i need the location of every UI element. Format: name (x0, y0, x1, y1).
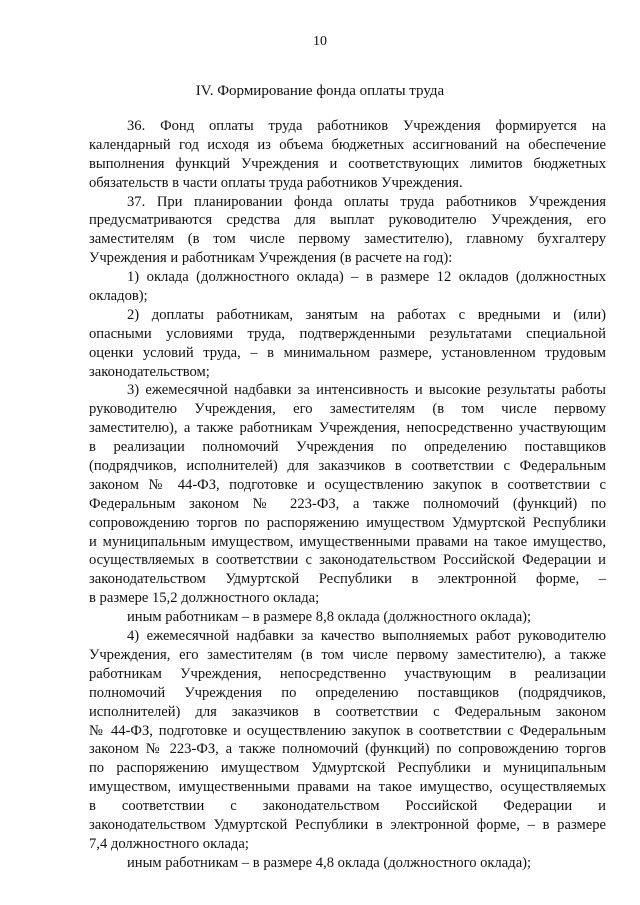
paragraph-line: законодательством Удмуртской Республики в электронной форме, – (89, 571, 606, 588)
paragraph-line: Учреждения и работникам Учреждения (в расчете на год): (89, 250, 453, 267)
paragraph-line: Федеральным законом № 223-ФЗ, а также полномочий (функций) по (89, 495, 606, 512)
paragraph-line: в размере 15,2 должностного оклада; (89, 590, 320, 607)
paragraph-line: имуществом, имущественными правами на такое имущество, осуществляемых (89, 779, 606, 796)
paragraph-p37-3-other (89, 608, 606, 627)
paragraph-line: обязательств в части оплаты труда работников Учреждения. (89, 174, 463, 191)
paragraph-p37-1 (89, 268, 606, 306)
paragraph-line: законодательством; (89, 363, 210, 380)
paragraph-line: предусматриваются средства для выплат руководителю Учреждения, его (89, 212, 606, 229)
paragraph-line: окладов); (89, 288, 148, 305)
document-body (89, 117, 606, 873)
paragraph-line: в соответствии с законодательством Российской Федерации и (89, 798, 606, 815)
paragraph-line: иным работникам – в размере 8,8 оклада (должностного оклада); (127, 609, 532, 626)
paragraph-line: заместителю), а также работникам Учреждения, непосредственно участвующим (89, 420, 606, 437)
paragraph-line: в реализации полномочий Учреждения по определению поставщиков (89, 439, 606, 456)
paragraph-line: № 44-ФЗ, подготовке и осуществлению закупок в соответствии с Федеральным (89, 722, 606, 739)
paragraph-p37-4-other (89, 854, 606, 873)
paragraph-p37-4 (89, 627, 606, 854)
paragraph-line: по распоряжению имуществом Удмуртской Республики и муниципальным (89, 760, 606, 777)
paragraph-p37-3 (89, 381, 606, 608)
paragraph-line: заместителям (в том числе первому заместителю), главному бухгалтеру (89, 231, 606, 248)
paragraph-line: 7,4 должностного оклада; (89, 835, 249, 852)
paragraph-line: Учреждения, его заместителям (в том числе первому заместителю), а также (89, 646, 606, 663)
paragraph-line: 1) оклада (должностного оклада) – в размере 12 окладов (должностных (127, 269, 606, 286)
paragraph-line: 2) доплаты работникам, занятым на работах с вредными и (или) (127, 306, 606, 323)
page-number: 10 (313, 34, 327, 49)
paragraph-line: календарный год исходя из объема бюджетных ассигнований на обеспечение (89, 136, 606, 153)
paragraph-line: 36. Фонд оплаты труда работников Учреждения формируется на (127, 118, 606, 134)
paragraph-line: осуществляемых в соответствии с законодательством Российской Федерации и (89, 552, 606, 569)
paragraph-line: оценки условий труда, – в минимальном размере, установленном трудовым (89, 344, 606, 361)
paragraph-line: 3) ежемесячной надбавки за интенсивность и высокие результаты работы (127, 382, 606, 399)
paragraph-line: и муниципальным имуществом, имущественными правами на такое имущество, (89, 533, 606, 550)
paragraph-line: выполнения функций Учреждения и соответствующих лимитов бюджетных (89, 155, 606, 172)
paragraph-line: опасными условиями труда, подтвержденными результатами специальной (89, 325, 606, 342)
paragraph-line: 4) ежемесячной надбавки за качество выполняемых работ руководителю (127, 628, 606, 645)
section-title: IV. Формирование фонда оплаты труда (195, 83, 445, 99)
paragraph-p37 (89, 193, 606, 269)
paragraph-line: руководителю Учреждения, его заместителям (в том числе первому (89, 401, 606, 418)
paragraph-line: 37. При планировании фонда оплаты труда работников Учреждения (127, 193, 606, 210)
paragraph-line: работникам Учреждения, непосредственно участвующим в реализации (89, 665, 606, 682)
paragraph-line: (подрядчиков, исполнителей) для заказчиков в соответствии с Федеральным (89, 458, 606, 475)
paragraph-line: исполнителей) для заказчиков в соответствии с Федеральным законом (89, 703, 606, 720)
paragraph-line: полномочий Учреждения по определению поставщиков (подрядчиков, (89, 684, 606, 701)
paragraph-p36 (89, 117, 606, 193)
paragraph-line: законом № 44-ФЗ, подготовке и осуществлению закупок в соответствии с (89, 476, 606, 493)
paragraph-line: иным работникам – в размере 4,8 оклада (должностного оклада); (127, 854, 532, 871)
paragraph-line: законодательством Удмуртской Республики в электронной форме, – в размере (89, 816, 606, 833)
paragraph-line: сопровождению торгов по распоряжению имуществом Удмуртской Республики (89, 514, 606, 531)
paragraph-p37-2 (89, 306, 606, 382)
paragraph-line: законом № 223-ФЗ, а также полномочий (функций) по сопровождению торгов (89, 741, 606, 758)
